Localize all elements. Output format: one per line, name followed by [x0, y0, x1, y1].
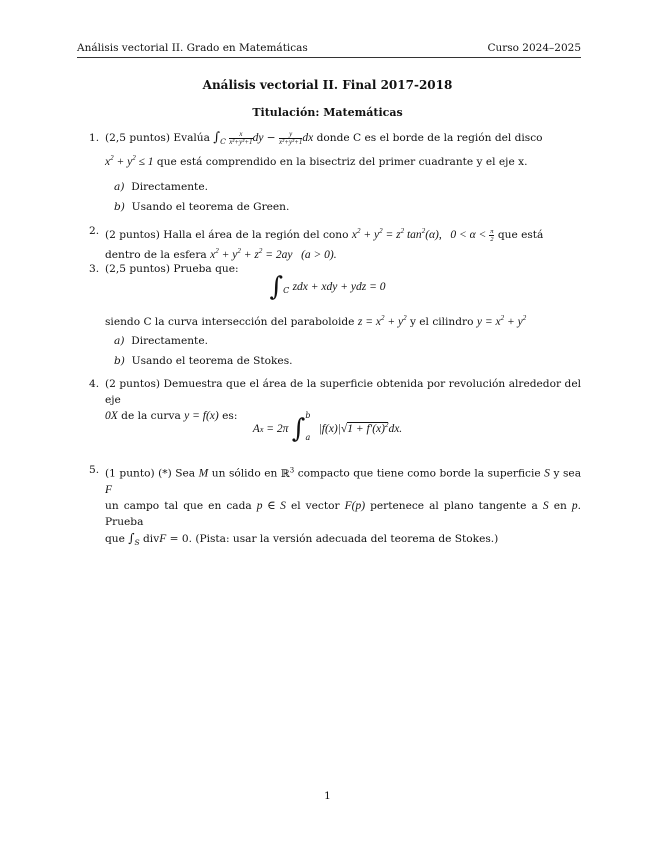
problem-1 — [89, 130, 581, 170]
problem-5: 5. (1 punto) (*) Sea M un sólido en ℝ$^3$ compacto que tiene como borde la superficie S y sea F un campo tal que en cada p ∈ S el vector F(p) pertenece al plano tangente a S en p. Prueba que $\int_S$ divF = 0. (Pista: usar la versión adecuada del teorema de Stokes.) — [89, 464, 582, 547]
line-integral-formula: $\int_C$ $\frac{x}{\text{x²+y²+1}}$ dy − $\frac{y}{\text{x²+y²+1}}$ dx — [213, 129, 314, 147]
problem-3-part-a: a) Directamente. — [114, 335, 208, 347]
problem-1-part-a: a) Directamente. — [114, 181, 208, 193]
problem-3-part-b: b) Usando el teorema de Stokes. — [114, 355, 293, 367]
problem-4: 4. (2 puntos) Demuestra que el área de la superficie obtenida por revolución alrededor del eje 0X de la curva y = f(x) es: — [89, 378, 581, 422]
header-right: Curso 2024–2025 — [487, 42, 581, 54]
problem-3-curve: siendo C la curva intersección del paraboloide $z = x^2 + y^2$ y el cilindro $y = x^2 + y^2$ — [105, 314, 527, 328]
disk-inequality: $x^2 + y^2 \le 1$ — [105, 154, 154, 168]
line-integral-display: $\int_C$ zdx + xdy + ydz = 0 — [269, 272, 386, 302]
running-header — [77, 42, 581, 58]
problem-3: 3. (2,5 puntos) Prueba que: — [89, 263, 239, 275]
header-left: Análisis vectorial II. Grado en Matemáticas — [77, 42, 308, 54]
cone-equation: $x^2 + y^2 = z^2$ $\tan^2(\alpha)$, 0 < α < $\frac{\pi}{2}$ — [351, 227, 494, 243]
problem-1-text: donde C es el borde de la región del disco — [316, 132, 543, 144]
problem-number: 1. — [89, 132, 100, 144]
problem-1-part-b: b) Usando el teorema de Green. — [114, 201, 290, 213]
exam-title: Análisis vectorial II. Final 2017-2018 — [202, 78, 453, 92]
page-number: 1 — [324, 790, 331, 802]
problem-2: 2. (2 puntos) Halla el área de la región del cono $x^2 + y^2 = z^2$ $\tan^2(\alpha)$, 0 < α < $\frac{\pi}{2}$ que está dentro de la esfera $x^2 + y^2 + z^2 = 2ay$ (a > 0). — [89, 225, 544, 261]
problem-1-line2: que está comprendido en la bisectriz del primer cuadrante y el eje x. — [156, 155, 528, 168]
sphere-equation: $x^2 + y^2 + z^2 = 2ay$ (a > 0). — [210, 246, 337, 261]
surface-area-formula: Ax = 2π ∫$^b_a$ $|f(x)|√1 + f'(x)^2dx$. — [252, 411, 403, 444]
exam-subtitle: Titulación: Matemáticas — [252, 106, 403, 119]
problem-1-intro: (2,5 puntos) Evalúa — [105, 132, 210, 144]
